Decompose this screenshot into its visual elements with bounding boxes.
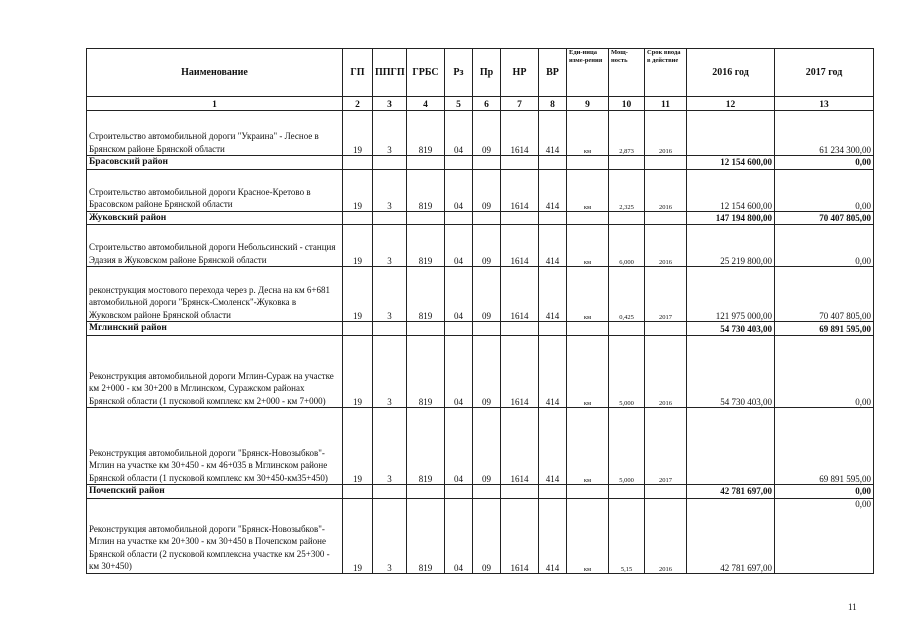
colnum-12: 12: [687, 97, 775, 111]
grbs-cell: 819: [407, 336, 445, 408]
region-total-2016: 147 194 800,00: [687, 211, 775, 225]
region-name: Почепский район: [87, 485, 343, 499]
gp-cell: 19: [343, 169, 373, 211]
amount-2017-cell: 61 234 300,00: [775, 111, 874, 156]
year-cell: 2016: [645, 336, 687, 408]
ppgp-cell: 3: [373, 225, 407, 267]
header-vr: ВР: [539, 49, 567, 97]
header-term: Срок ввода в действие: [645, 49, 687, 97]
amount-2016-cell: [687, 408, 775, 485]
pr-cell: 09: [473, 267, 501, 322]
gp-cell: 19: [343, 408, 373, 485]
rz-cell: 04: [445, 267, 473, 322]
header-row: [87, 49, 874, 97]
colnum-3: 3: [373, 97, 407, 111]
unit-cell: км: [567, 498, 609, 573]
region-name: Жуковский район: [87, 211, 343, 225]
nr-cell: 1614: [501, 336, 539, 408]
vr-cell: 414: [539, 408, 567, 485]
colnum-6: 6: [473, 97, 501, 111]
gp-cell: 19: [343, 225, 373, 267]
ppgp-cell: 3: [373, 336, 407, 408]
table-row: [87, 267, 874, 322]
project-name: Реконструкция автомобильной дороги Мглин-Сураж на участке км 2+000 - км 30+200 в Мглинском, Суражском районах Брянской области (1 пусковой комплекс км 2+000 - км 7+000): [87, 336, 343, 408]
header-pr: Пр: [473, 49, 501, 97]
region-total-2017: 70 407 805,00: [775, 211, 874, 225]
year-cell: 2016: [645, 169, 687, 211]
amount-2017-cell: 0,00: [775, 225, 874, 267]
table-row: [87, 169, 874, 211]
vr-cell: 414: [539, 498, 567, 573]
power-cell: 5,15: [609, 498, 645, 573]
colnum-8: 8: [539, 97, 567, 111]
rz-cell: 04: [445, 498, 473, 573]
nr-cell: 1614: [501, 267, 539, 322]
region-total-2017: 0,00: [775, 485, 874, 499]
region-name: Мглинский район: [87, 322, 343, 336]
amount-2017-cell: 0,00: [775, 336, 874, 408]
amount-2016-cell: 25 219 800,00: [687, 225, 775, 267]
colnum-1: 1: [87, 97, 343, 111]
header-ppgp: ППГП: [373, 49, 407, 97]
ppgp-cell: 3: [373, 267, 407, 322]
region-row: [87, 156, 874, 170]
ppgp-cell: 3: [373, 498, 407, 573]
colnum-11: 11: [645, 97, 687, 111]
column-number-row: [87, 97, 874, 111]
region-total-2017: 0,00: [775, 156, 874, 170]
unit-cell: км: [567, 111, 609, 156]
amount-2017-cell: 0,00: [775, 498, 874, 573]
project-name: реконструкция мостового перехода через р. Десна на км 6+681 автомобильной дороги "Брянск-Смоленск"-Жуковка в Жуковском районе Брянской области: [87, 267, 343, 322]
project-name: Реконструкция автомобильной дороги "Брянск-Новозыбков"-Мглин на участке км 20+300 - км 30+450 в Почепском районе Брянской области (2 пусковой комплексна участке км 25+300 - км 30+450): [87, 498, 343, 573]
gp-cell: 19: [343, 267, 373, 322]
header-name: Наименование: [87, 49, 343, 97]
project-name: Строительство автомобильной дороги "Украина" - Лесное в Брянском районе Брянской области: [87, 111, 343, 156]
power-cell: 5,000: [609, 408, 645, 485]
region-total-2016: 54 730 403,00: [687, 322, 775, 336]
colnum-13: 13: [775, 97, 874, 111]
pr-cell: 09: [473, 408, 501, 485]
grbs-cell: 819: [407, 111, 445, 156]
table-row: [87, 111, 874, 156]
amount-2017-cell: 0,00: [775, 169, 874, 211]
colnum-4: 4: [407, 97, 445, 111]
ppgp-cell: 3: [373, 408, 407, 485]
unit-cell: км: [567, 336, 609, 408]
colnum-5: 5: [445, 97, 473, 111]
budget-table: [86, 48, 874, 574]
grbs-cell: 819: [407, 267, 445, 322]
year-cell: 2016: [645, 225, 687, 267]
amount-2017-cell: 69 891 595,00: [775, 408, 874, 485]
grbs-cell: 819: [407, 169, 445, 211]
nr-cell: 1614: [501, 169, 539, 211]
grbs-cell: 819: [407, 498, 445, 573]
header-2016: 2016 год: [687, 49, 775, 97]
region-total-2016: 42 781 697,00: [687, 485, 775, 499]
rz-cell: 04: [445, 111, 473, 156]
header-grbs: ГРБС: [407, 49, 445, 97]
pr-cell: 09: [473, 111, 501, 156]
colnum-7: 7: [501, 97, 539, 111]
unit-cell: км: [567, 267, 609, 322]
vr-cell: 414: [539, 336, 567, 408]
rz-cell: 04: [445, 336, 473, 408]
power-cell: 2,873: [609, 111, 645, 156]
gp-cell: 19: [343, 336, 373, 408]
table-row: [87, 336, 874, 408]
amount-2016-cell: [687, 111, 775, 156]
grbs-cell: 819: [407, 225, 445, 267]
year-cell: 2017: [645, 408, 687, 485]
nr-cell: 1614: [501, 498, 539, 573]
amount-2016-cell: 121 975 000,00: [687, 267, 775, 322]
pr-cell: 09: [473, 498, 501, 573]
gp-cell: 19: [343, 498, 373, 573]
colnum-10: 10: [609, 97, 645, 111]
pr-cell: 09: [473, 169, 501, 211]
region-name: Брасовский район: [87, 156, 343, 170]
project-name: Строительство автомобильной дороги Небольсинский - станция Эдазия в Жуковском районе Брянской области: [87, 225, 343, 267]
rz-cell: 04: [445, 408, 473, 485]
power-cell: 2,325: [609, 169, 645, 211]
rz-cell: 04: [445, 225, 473, 267]
amount-2016-cell: 42 781 697,00: [687, 498, 775, 573]
header-rz: Рз: [445, 49, 473, 97]
pr-cell: 09: [473, 225, 501, 267]
header-power: Мощ-ность: [609, 49, 645, 97]
region-total-2017: 69 891 595,00: [775, 322, 874, 336]
amount-2016-cell: 12 154 600,00: [687, 169, 775, 211]
header-unit: Еди-ница изме-рения: [567, 49, 609, 97]
vr-cell: 414: [539, 169, 567, 211]
year-cell: 2016: [645, 111, 687, 156]
header-2017: 2017 год: [775, 49, 874, 97]
table-row: [87, 408, 874, 485]
unit-cell: км: [567, 225, 609, 267]
ppgp-cell: 3: [373, 111, 407, 156]
vr-cell: 414: [539, 225, 567, 267]
power-cell: 0,425: [609, 267, 645, 322]
page-number: 11: [848, 602, 857, 612]
region-total-2016: 12 154 600,00: [687, 156, 775, 170]
nr-cell: 1614: [501, 408, 539, 485]
colnum-9: 9: [567, 97, 609, 111]
grbs-cell: 819: [407, 408, 445, 485]
gp-cell: 19: [343, 111, 373, 156]
ppgp-cell: 3: [373, 169, 407, 211]
project-name: Строительство автомобильной дороги Красное-Кретово в Брасовском районе Брянской области: [87, 169, 343, 211]
unit-cell: км: [567, 169, 609, 211]
unit-cell: км: [567, 408, 609, 485]
vr-cell: 414: [539, 111, 567, 156]
nr-cell: 1614: [501, 111, 539, 156]
power-cell: 5,000: [609, 336, 645, 408]
year-cell: 2016: [645, 498, 687, 573]
amount-2016-cell: 54 730 403,00: [687, 336, 775, 408]
region-row: [87, 322, 874, 336]
table-row: [87, 225, 874, 267]
table-row: [87, 498, 874, 573]
rz-cell: 04: [445, 169, 473, 211]
region-row: [87, 485, 874, 499]
header-gp: ГП: [343, 49, 373, 97]
amount-2017-cell: 70 407 805,00: [775, 267, 874, 322]
nr-cell: 1614: [501, 225, 539, 267]
region-row: [87, 211, 874, 225]
colnum-2: 2: [343, 97, 373, 111]
header-nr: НР: [501, 49, 539, 97]
project-name: Реконструкция автомобильной дороги "Брянск-Новозыбков"-Мглин на участке км 30+450 - км 46+035 в Мглинском районе Брянской области (1 пусковой комплекс км 30+450-км35+450): [87, 408, 343, 485]
pr-cell: 09: [473, 336, 501, 408]
power-cell: 6,000: [609, 225, 645, 267]
vr-cell: 414: [539, 267, 567, 322]
year-cell: 2017: [645, 267, 687, 322]
